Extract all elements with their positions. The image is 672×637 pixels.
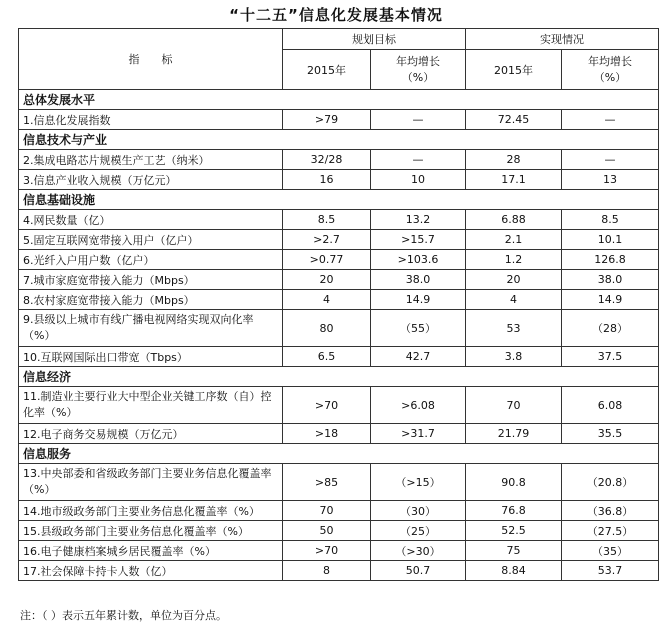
indicator-cell: 8.农村家庭宽带接入能力（Mbps） xyxy=(19,290,283,310)
plan-growth-cell: — xyxy=(371,150,466,170)
actual-2015-cell: 90.8 xyxy=(466,464,562,501)
plan-growth-cell: >31.7 xyxy=(371,424,466,444)
table-row xyxy=(19,170,659,190)
section-row xyxy=(19,444,659,464)
section-heading: 信息技术与产业 xyxy=(19,130,659,150)
table-row xyxy=(19,464,659,501)
actual-growth-cell: （27.5） xyxy=(562,521,659,541)
actual-growth-cell: 6.08 xyxy=(562,387,659,424)
header-indicator: 指 标 xyxy=(19,29,283,90)
section-heading: 信息服务 xyxy=(19,444,659,464)
section-row xyxy=(19,367,659,387)
header-planned: 规划目标 xyxy=(283,29,466,50)
section-heading: 信息基础设施 xyxy=(19,190,659,210)
actual-2015-cell: 76.8 xyxy=(466,501,562,521)
actual-2015-cell: 2.1 xyxy=(466,230,562,250)
plan-growth-cell: — xyxy=(371,110,466,130)
plan-2015-cell: >79 xyxy=(283,110,371,130)
plan-2015-cell: >2.7 xyxy=(283,230,371,250)
plan-growth-cell: >15.7 xyxy=(371,230,466,250)
table-title: “十二五”信息化发展基本情况 xyxy=(229,6,443,24)
indicator-cell: 4.网民数量（亿） xyxy=(19,210,283,230)
actual-growth-cell: （35） xyxy=(562,541,659,561)
plan-2015-cell: 32/28 xyxy=(283,150,371,170)
plan-growth-cell: （30） xyxy=(371,501,466,521)
section-heading: 信息经济 xyxy=(19,367,659,387)
table-row xyxy=(19,387,659,424)
header-actual-growth-line1: 年均增长 xyxy=(588,54,632,68)
plan-growth-cell: 10 xyxy=(371,170,466,190)
plan-growth-cell: （>15） xyxy=(371,464,466,501)
table-row xyxy=(19,541,659,561)
indicator-cell: 11.制造业主要行业大中型企业关键工序数（自）控化率（%） xyxy=(19,387,283,424)
indicator-cell: 6.光纤入户用户数（亿户） xyxy=(19,250,283,270)
table-row xyxy=(19,250,659,270)
plan-2015-cell: 4 xyxy=(283,290,371,310)
actual-growth-cell: 35.5 xyxy=(562,424,659,444)
section-row xyxy=(19,90,659,110)
indicator-cell: 17.社会保障卡持卡人数（亿） xyxy=(19,561,283,581)
plan-growth-cell: 50.7 xyxy=(371,561,466,581)
actual-growth-cell: 53.7 xyxy=(562,561,659,581)
indicator-cell: 7.城市家庭宽带接入能力（Mbps） xyxy=(19,270,283,290)
actual-2015-cell: 21.79 xyxy=(466,424,562,444)
actual-growth-cell: （28） xyxy=(562,310,659,347)
actual-growth-cell: — xyxy=(562,110,659,130)
plan-2015-cell: 20 xyxy=(283,270,371,290)
plan-growth-cell: （25） xyxy=(371,521,466,541)
plan-2015-cell: 6.5 xyxy=(283,347,371,367)
header-row-1 xyxy=(19,29,659,50)
table-row xyxy=(19,230,659,250)
actual-growth-cell: 14.9 xyxy=(562,290,659,310)
actual-2015-cell: 20 xyxy=(466,270,562,290)
header-actual-year: 2015年 xyxy=(466,50,562,90)
indicator-cell: 14.地市级政务部门主要业务信息化覆盖率（%） xyxy=(19,501,283,521)
actual-growth-cell: （20.8） xyxy=(562,464,659,501)
plan-2015-cell: >18 xyxy=(283,424,371,444)
actual-growth-cell: 13 xyxy=(562,170,659,190)
table-row xyxy=(19,270,659,290)
header-plan-year: 2015年 xyxy=(283,50,371,90)
info-development-table xyxy=(18,28,659,581)
plan-2015-cell: 70 xyxy=(283,501,371,521)
table-row xyxy=(19,150,659,170)
actual-2015-cell: 6.88 xyxy=(466,210,562,230)
table-row xyxy=(19,424,659,444)
actual-growth-cell: 8.5 xyxy=(562,210,659,230)
plan-2015-cell: >0.77 xyxy=(283,250,371,270)
actual-2015-cell: 52.5 xyxy=(466,521,562,541)
indicator-cell: 1.信息化发展指数 xyxy=(19,110,283,130)
actual-growth-cell: 37.5 xyxy=(562,347,659,367)
header-plan-growth xyxy=(371,50,466,90)
section-heading: 总体发展水平 xyxy=(19,90,659,110)
header-actual-growth-line2: （%） xyxy=(593,70,627,84)
section-row xyxy=(19,190,659,210)
header-actual: 实现情况 xyxy=(466,29,659,50)
table-row xyxy=(19,310,659,347)
indicator-cell: 2.集成电路芯片规模生产工艺（纳米） xyxy=(19,150,283,170)
plan-growth-cell: （>30） xyxy=(371,541,466,561)
plan-growth-cell: （55） xyxy=(371,310,466,347)
table-row xyxy=(19,290,659,310)
indicator-cell: 3.信息产业收入规模（万亿元） xyxy=(19,170,283,190)
indicator-cell: 15.县级政务部门主要业务信息化覆盖率（%） xyxy=(19,521,283,541)
table-row xyxy=(19,347,659,367)
actual-growth-cell: 10.1 xyxy=(562,230,659,250)
actual-2015-cell: 70 xyxy=(466,387,562,424)
plan-2015-cell: 8 xyxy=(283,561,371,581)
actual-2015-cell: 17.1 xyxy=(466,170,562,190)
actual-2015-cell: 8.84 xyxy=(466,561,562,581)
plan-growth-cell: 14.9 xyxy=(371,290,466,310)
actual-2015-cell: 4 xyxy=(466,290,562,310)
indicator-cell: 16.电子健康档案城乡居民覆盖率（%） xyxy=(19,541,283,561)
plan-growth-cell: >103.6 xyxy=(371,250,466,270)
indicator-cell: 13.中央部委和省级政务部门主要业务信息化覆盖率（%） xyxy=(19,464,283,501)
table-row xyxy=(19,521,659,541)
plan-2015-cell: 50 xyxy=(283,521,371,541)
actual-2015-cell: 3.8 xyxy=(466,347,562,367)
actual-growth-cell: 38.0 xyxy=(562,270,659,290)
plan-growth-cell: 13.2 xyxy=(371,210,466,230)
section-row xyxy=(19,130,659,150)
table-row xyxy=(19,561,659,581)
actual-2015-cell: 72.45 xyxy=(466,110,562,130)
plan-2015-cell: 8.5 xyxy=(283,210,371,230)
header-actual-growth xyxy=(562,50,659,90)
plan-2015-cell: 16 xyxy=(283,170,371,190)
actual-growth-cell: — xyxy=(562,150,659,170)
header-plan-growth-line1: 年均增长 xyxy=(396,54,440,68)
indicator-cell: 5.固定互联网宽带接入用户（亿户） xyxy=(19,230,283,250)
actual-growth-cell: 126.8 xyxy=(562,250,659,270)
header-plan-growth-line2: （%） xyxy=(401,70,435,84)
indicator-cell: 10.互联网国际出口带宽（Tbps） xyxy=(19,347,283,367)
table-row xyxy=(19,110,659,130)
plan-growth-cell: 38.0 xyxy=(371,270,466,290)
plan-2015-cell: >70 xyxy=(283,541,371,561)
actual-2015-cell: 53 xyxy=(466,310,562,347)
plan-2015-cell: >70 xyxy=(283,387,371,424)
plan-growth-cell: >6.08 xyxy=(371,387,466,424)
plan-growth-cell: 42.7 xyxy=(371,347,466,367)
table-row xyxy=(19,210,659,230)
actual-2015-cell: 75 xyxy=(466,541,562,561)
indicator-cell: 12.电子商务交易规模（万亿元） xyxy=(19,424,283,444)
actual-growth-cell: （36.8） xyxy=(562,501,659,521)
actual-2015-cell: 1.2 xyxy=(466,250,562,270)
indicator-cell: 9.县级以上城市有线广播电视网络实现双向化率（%） xyxy=(19,310,283,347)
table-note: 注：（ ）表示五年累计数，单位为百分点。 xyxy=(20,609,227,622)
table-row xyxy=(19,501,659,521)
plan-2015-cell: >85 xyxy=(283,464,371,501)
actual-2015-cell: 28 xyxy=(466,150,562,170)
plan-2015-cell: 80 xyxy=(283,310,371,347)
